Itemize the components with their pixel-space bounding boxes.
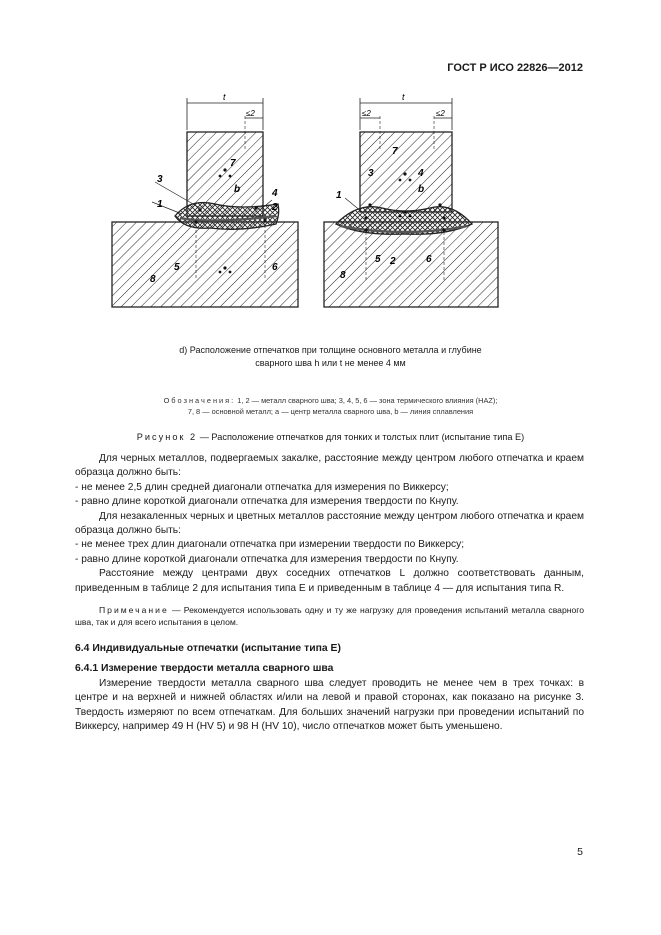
label-6-right: 6 (426, 254, 432, 265)
document-header: ГОСТ Р ИСО 22826—2012 (447, 62, 583, 74)
label-7-right: 7 (392, 146, 398, 157)
label-b-right: b (418, 184, 425, 195)
heading-6-4-1: 6.4.1 Измерение твердости металла сварного шва (75, 663, 334, 675)
label-1-left: 1 (157, 199, 163, 210)
paragraph-2: Для незакаленных черных и цветных металлов расстояние между центром любого отпечатка и краем образца должно быть: (75, 510, 584, 537)
label-5-left: 5 (174, 262, 180, 273)
dim-le2-right-b: ≤2 (436, 109, 445, 118)
legend-text-1: 1, 2 — металл сварного шва; 3, 4, 5, 6 — зона термического влияния (HAZ); (237, 396, 498, 405)
paragraph-2-item-a: - не менее трех длин диагонали отпечатка при измерении твердости по Виккерсу; (75, 539, 465, 551)
label-4-left: 4 (272, 188, 278, 199)
paragraph-3: Расстояние между центрами двух соседних отпечатков L должно соответствовать данным, приведенным в таблице 2 для испытания типа E и приведенным в таблице 4 — для испытания типа R. (75, 568, 584, 594)
page-number: 5 (577, 846, 583, 858)
figure-legend-line2: 7, 8 — основной металл; a — центр металла сварного шва, b — линия сплавления (187, 407, 474, 416)
right-joint-drawing (324, 98, 498, 307)
weld-indent-figure (100, 90, 510, 320)
note-text: — Рекомендуется использовать одну и ту же нагрузку для проведения испытаний металла сварного шва, так и для всего испытания в целом. (75, 605, 584, 628)
dim-t-right: t (402, 92, 405, 102)
paragraph-4: Измерение твердости металла сварного шва следует проводить не менее чем в трех точках: в центре и на верхней и нижней областях и/или на левой и правой сторонах, как показано на рисунке 3. Твердость измеряют по всем отпечаткам. Для больших значений нагрузки при проведении испытаний по Виккерсу, например 49 H (HV 5) и 98 H (HV 10), число отпечатков может быть уменьшено. (75, 677, 584, 733)
heading-6-4: 6.4 Индивидуальные отпечатки (испытание типа E) (75, 643, 341, 655)
legend-prefix: Обозначения: (163, 396, 236, 405)
figure-caption-line1: d) Расположение отпечатков при толщине основного металла и глубине (179, 345, 482, 355)
paragraph-1-item-a: - не менее 2,5 длин средней диагонали отпечатка для измерения по Виккерсу; (75, 481, 449, 493)
dim-le2-left: ≤2 (246, 109, 255, 118)
label-6-left: 6 (272, 262, 278, 273)
label-8-right: 8 (340, 270, 346, 281)
note-prefix: Примечание (99, 605, 169, 616)
note (75, 604, 584, 628)
label-7-left: 7 (230, 158, 236, 169)
dim-t-left: t (223, 92, 226, 102)
dim-le2-right-a: ≤2 (362, 109, 371, 118)
label-4-right: 4 (418, 168, 424, 179)
paragraph-1-item-b: - равно длине короткой диагонали отпечатка для измерения твердости по Кнупу. (75, 496, 459, 508)
label-8-left: 8 (150, 274, 156, 285)
paragraph-1: Для черных металлов, подвергаемых закалке, расстояние между центром любого отпечатка и краем образца должно быть: (75, 453, 584, 479)
figure-title (0, 432, 661, 442)
label-5-right: 5 (375, 254, 381, 265)
label-b-left: b (234, 184, 241, 195)
body-text (75, 452, 584, 735)
figure-title-text: — Расположение отпечатков для тонких и толстых плит (испытание типа E) (199, 432, 525, 442)
figure-legend-line1 (0, 395, 661, 406)
label-1-right: 1 (336, 190, 342, 201)
paragraph-2-item-b: - равно длине короткой диагонали отпечатка для измерения твердости по Кнупу. (75, 553, 459, 565)
left-joint-drawing (112, 98, 298, 307)
label-3-right: 3 (368, 168, 374, 179)
label-2-left: 2 (272, 202, 278, 213)
figure-title-prefix: Рисунок 2 (136, 432, 198, 442)
label-2-right: 2 (390, 256, 396, 267)
figure-caption-line2: сварного шва h или t не менее 4 мм (255, 358, 406, 368)
label-3-left: 3 (157, 174, 163, 185)
